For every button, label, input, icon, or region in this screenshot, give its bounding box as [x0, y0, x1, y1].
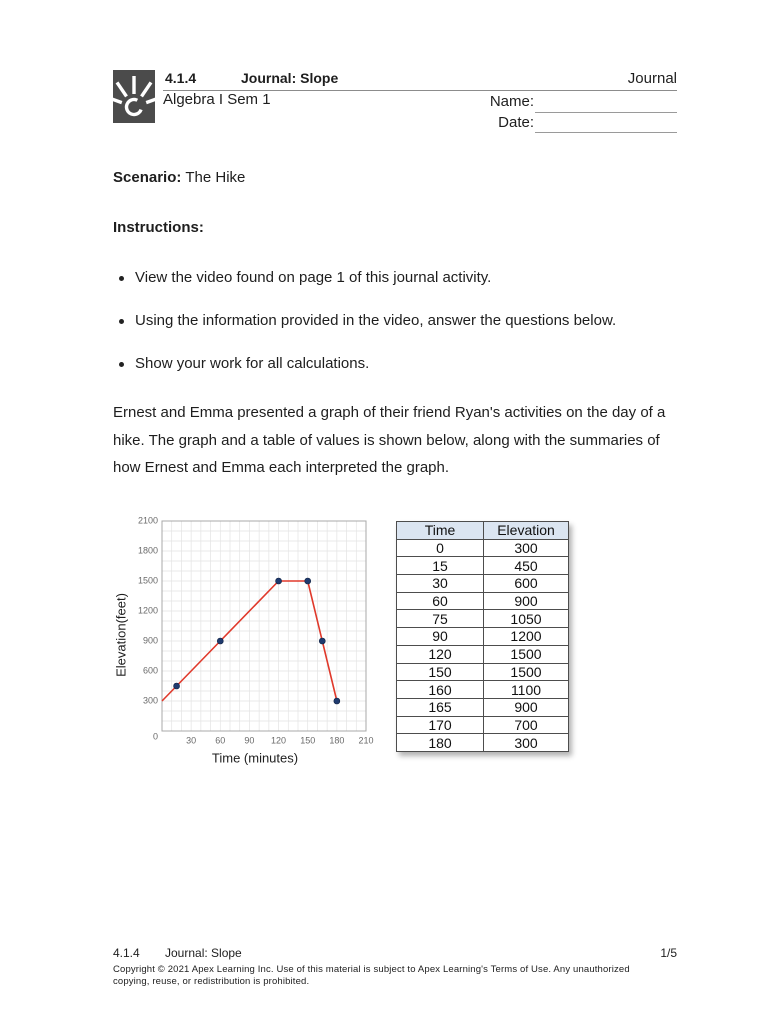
elevation-cell: 1500	[484, 645, 569, 663]
values-table	[396, 521, 569, 752]
date-field[interactable]	[535, 124, 677, 133]
table-row	[397, 592, 569, 610]
data-point	[334, 698, 340, 704]
elevation-cell: 1100	[484, 681, 569, 699]
x-axis-label: Time (minutes)	[211, 750, 299, 766]
table-row	[397, 628, 569, 646]
instruction-item	[113, 269, 673, 287]
footer-title: Journal: Slope	[165, 946, 242, 960]
time-cell: 170	[397, 716, 484, 734]
data-point	[305, 578, 311, 584]
name-field[interactable]	[535, 104, 677, 113]
table-row	[397, 698, 569, 716]
x-tick-label: 90	[244, 735, 255, 746]
x-tick-label: 60	[215, 735, 226, 746]
time-cell: 0	[397, 539, 484, 557]
y-tick-label: 2100	[137, 515, 158, 526]
course-name: Algebra I Sem 1	[163, 91, 271, 108]
instruction-text: Show your work for all calculations.	[135, 355, 370, 372]
instruction-item	[113, 312, 673, 330]
elevation-cell: 900	[484, 698, 569, 716]
page-number: 1/5	[660, 946, 677, 960]
time-cell: 120	[397, 645, 484, 663]
lesson-number: 4.1.4	[165, 70, 197, 86]
table-body	[397, 539, 569, 751]
bullet-icon	[119, 319, 124, 324]
table-row	[397, 716, 569, 734]
elevation-chart	[100, 505, 380, 775]
time-cell: 75	[397, 610, 484, 628]
time-cell: 60	[397, 592, 484, 610]
bullet-icon	[119, 362, 124, 367]
table-row	[397, 575, 569, 593]
x-tick-label: 210	[358, 735, 374, 746]
table-row	[397, 645, 569, 663]
document-type: Journal	[627, 70, 677, 87]
x-tick-label: 180	[329, 735, 345, 746]
y-tick-label: 0	[152, 731, 158, 742]
time-cell: 90	[397, 628, 484, 646]
y-tick-label: 1200	[137, 605, 158, 616]
page-title: Journal: Slope	[241, 70, 339, 86]
data-point	[174, 683, 180, 689]
table-row	[397, 610, 569, 628]
x-tick-label: 30	[186, 735, 197, 746]
intro-paragraph: Ernest and Emma presented a graph of their friend Ryan's activities on the day of a hike. The graph and a table of values is shown below, along with the summaries of how Ernest and Emma each interpreted the graph.	[113, 404, 666, 476]
table-row	[397, 539, 569, 557]
elevation-header: Elevation	[484, 522, 569, 540]
elevation-cell: 900	[484, 592, 569, 610]
table-row	[397, 557, 569, 575]
instruction-text: Using the information provided in the video, answer the questions below.	[135, 312, 617, 329]
table-row	[397, 734, 569, 752]
elevation-cell: 450	[484, 557, 569, 575]
x-tick-label: 150	[300, 735, 316, 746]
elevation-chart-svg	[100, 505, 380, 775]
table-row	[397, 663, 569, 681]
instruction-text: View the video found on page 1 of this journal activity.	[135, 269, 492, 286]
y-tick-label: 600	[142, 665, 158, 676]
scenario-value: The Hike	[185, 169, 246, 186]
date-label: Date:	[498, 114, 534, 131]
footer-lesson-number: 4.1.4	[113, 946, 140, 960]
y-tick-label: 300	[142, 695, 158, 706]
time-header: Time	[397, 522, 484, 540]
elevation-cell: 600	[484, 575, 569, 593]
data-point	[217, 638, 223, 644]
instruction-item	[113, 355, 673, 373]
y-tick-label: 1800	[137, 545, 158, 556]
time-cell: 30	[397, 575, 484, 593]
y-tick-label: 1500	[137, 575, 158, 586]
table-head	[397, 522, 569, 540]
table-row	[397, 681, 569, 699]
scenario-label: Scenario:	[113, 169, 182, 186]
bullet-icon	[119, 276, 124, 281]
elevation-cell: 300	[484, 734, 569, 752]
time-cell: 150	[397, 663, 484, 681]
elevation-cell: 1200	[484, 628, 569, 646]
instructions-heading: Instructions:	[113, 219, 204, 236]
elevation-cell: 700	[484, 716, 569, 734]
name-label: Name:	[489, 93, 534, 110]
data-point	[319, 638, 325, 644]
table-header-row	[397, 522, 569, 540]
elevation-cell: 1500	[484, 663, 569, 681]
data-point	[276, 578, 282, 584]
y-tick-label: 900	[142, 635, 158, 646]
scenario-line	[113, 169, 245, 187]
time-cell: 160	[397, 681, 484, 699]
time-cell: 180	[397, 734, 484, 752]
x-tick-label: 120	[271, 735, 287, 746]
time-cell: 15	[397, 557, 484, 575]
time-cell: 165	[397, 698, 484, 716]
y-axis-label: Elevation(feet)	[113, 593, 129, 677]
elevation-cell: 1050	[484, 610, 569, 628]
copyright-notice: Copyright © 2021 Apex Learning Inc. Use of this material is subject to Apex Learning's Terms of Use. Any unauthorized copying, reuse, or redistribution is prohibited.	[113, 964, 630, 987]
elevation-cell: 300	[484, 539, 569, 557]
apex-learning-logo-icon	[113, 70, 155, 123]
